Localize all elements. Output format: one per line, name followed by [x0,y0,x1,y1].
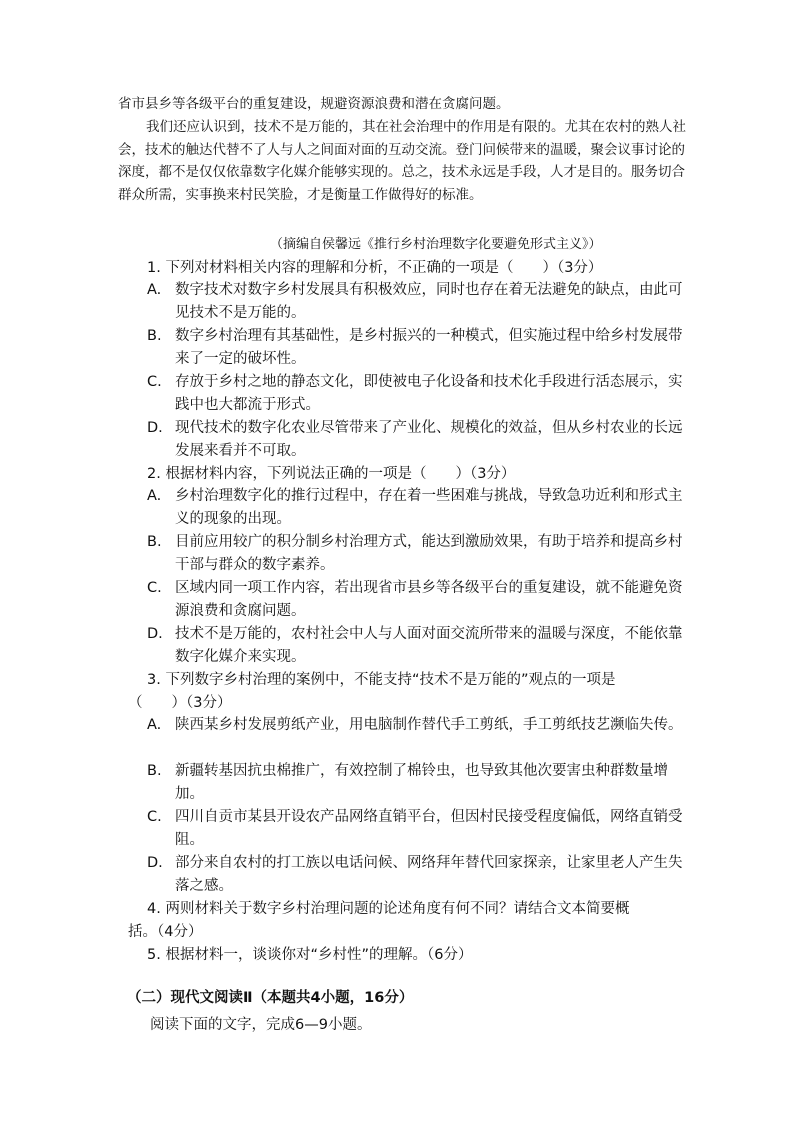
option-text: 新疆转基因抗虫棉推广，有效控制了棉铃虫，也导致其他次要害虫种群数量增加。 [175,763,668,802]
option-text: 乡村治理数字化的推行过程中，存在着一些困难与挑战，导致急功近利和形式主义的现象的出现。 [175,488,683,527]
question-1-stem: 1. 下列对材料相关内容的理解和分析，不正确的一项是（ ）（3分） [147,260,603,276]
question-4-stem-line2: 括。（4分） [128,924,203,940]
option-text: 数字技术对数字乡村发展具有积极效应，同时也存在着无法避免的缺点，由此可见技术不是万能的。 [175,282,683,321]
option-text: 目前应用较广的积分制乡村治理方式，能达到激励效果，有助于培养和提高乡村干部与群众的数字素养。 [175,534,683,573]
passage-source: （摘编自侯馨远《推行乡村治理数字化要避免形式主义》） [270,237,602,252]
option-letter: B. [147,328,162,344]
option-letter: C. [147,809,162,825]
passage-paragraph [118,116,688,206]
option-letter: C. [147,374,162,390]
section-heading: （二）现代文阅读Ⅱ（本题共4小题，16分） [127,990,414,1006]
option-letter: D. [147,855,163,871]
option-text: 技术不是万能的，农村社会中人与人面对面交流所带来的温暖与深度，不能依靠数字化媒介来实现。 [175,626,683,665]
passage-line: 省市县乡等各级平台的重复建设，规避资源浪费和潜在贪腐问题。 [118,96,510,112]
passage-text: 我们还应认识到，技术不是万能的，其在社会治理中的作用是有限的。尤其在农村的熟人社会，技术的触达代替不了人与人之间面对面的互动交流。登门问候带来的温暖，聚会议事讨论的深度，都不是仅仅依靠数字化媒介能够实现的。总之，技术永远是手段，人才是目的。服务切合群众所需，实事换来村民笑脸，才是衡量工作做得好的标准。 [118,119,686,203]
question-3-stem-line1: 3. 下列数字乡村治理的案例中，不能支持“技术不是万能的”观点的一项是 [147,672,616,688]
option-letter: C. [147,580,162,596]
question-2-stem: 2. 根据材料内容，下列说法正确的一项是（ ）（3分） [147,466,516,482]
question-5-stem: 5. 根据材料一，谈谈你对“乡村性”的理解。（6分） [147,947,473,963]
option-text: 四川自贡市某县开设农产品网络直销平台，但因村民接受程度偏低，网络直销受阻。 [175,809,683,848]
option-text: 存放于乡村之地的静态文化，即使被电子化设备和技术化手段进行活态展示，实践中也大都流于形式。 [175,374,683,413]
option-text: 数字乡村治理有其基础性，是乡村振兴的一种模式，但实施过程中给乡村发展带来了一定的破坏性。 [175,328,683,367]
option-text: 现代技术的数字化农业尽管带来了产业化、规模化的效益，但从乡村农业的长远发展来看并不可取。 [175,420,683,459]
option-text: 陕西某乡村发展剪纸产业，用电脑制作替代手工剪纸，手工剪纸技艺濒临失传。 [175,717,683,733]
option-letter: A. [147,488,162,504]
option-letter: A. [147,717,162,733]
section-instruction: 阅读下面的文字，完成6—9小题。 [150,1017,372,1033]
question-3-stem-line2: （ ）（3分） [128,695,232,711]
option-text: 部分来自农村的打工族以电话问候、网络拜年替代回家探亲，让家里老人产生失落之感。 [175,855,683,894]
option-text: 区域内同一项工作内容，若出现省市县乡等各级平台的重复建设，就不能避免资源浪费和贪腐问题。 [175,580,683,619]
question-4-stem-line1: 4. 两则材料关于数字乡村治理问题的论述角度有何不同？请结合文本简要概 [147,901,630,917]
option-letter: A. [147,282,162,298]
option-letter: B. [147,534,162,550]
passage-continuation [118,93,688,116]
option-letter: D. [147,420,163,436]
option-letter: B. [147,763,162,779]
option-letter: D. [147,626,163,642]
